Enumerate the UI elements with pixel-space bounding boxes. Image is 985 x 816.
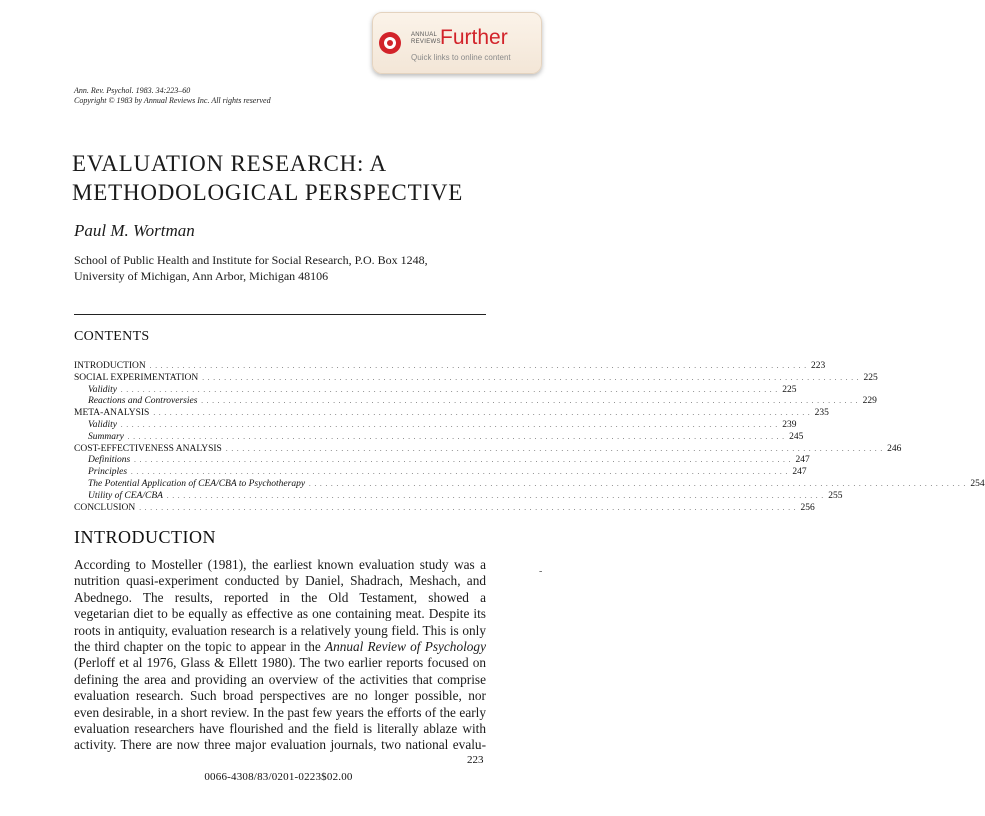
badge-annual-reviews-label: ANNUAL REVIEWS (411, 32, 441, 45)
author-affiliation (74, 252, 494, 284)
toc-entry[interactable] (74, 502, 815, 515)
badge-further-label: Further (440, 26, 508, 49)
citation-journal-line: Ann. Rev. Psychol. 1983. 34:223–60 (74, 86, 191, 95)
toc-entry[interactable] (74, 478, 985, 491)
toc-entry-page: 225 (863, 372, 878, 383)
toc-entry[interactable] (74, 396, 877, 408)
toc-leader-dots: . . . . . . . . . . . . . . . . . . . . . . . . . . . . . . . . . . . . . . . . . . . . . . . . . . . . . . . . . . . . . . . . . . . . . . . . . . . . . . . . . . . . . . . . . . . . . . . . . . . . . . . . . . . . . . . . . . . . . . . . (166, 491, 825, 500)
toc-leader-dots: . . . . . . . . . . . . . . . . . . . . . . . . . . . . . . . . . . . . . . . . . . . . . . . . . . . . . . . . . . . . . . . . . . . . . . . . . . . . . . . . . . . . . . . . . . . . . . . . . . . . . . . . . . . . . . . . . . . . . . . . (201, 397, 859, 406)
citation (74, 86, 271, 106)
toc-entry-label: Summary (88, 431, 124, 442)
journal-name: Annual Review of Psychology (324, 638, 486, 654)
margin-mark: - (539, 566, 543, 577)
paragraph-line: defining the area and providing an overview of the activities that comprise (74, 671, 486, 687)
paragraph-line: roots in antiquity, evaluation research is a relatively young field. This is only (74, 622, 486, 638)
toc-entry-label: Principles (88, 467, 128, 478)
toc-leader-dots: . . . . . . . . . . . . . . . . . . . . . . . . . . . . . . . . . . . . . . . . . . . . . . . . . . . . . . . . . . . . . . . . . . . . . . . . . . . . . . . . . . . . . . . . . . . . . . . . . . . . . . . . . . . . . . . . . . . . . . . . (127, 432, 786, 441)
toc-entry-page: 223 (811, 361, 826, 371)
toc-entry-label: The Potential Application of CEA/CBA to Psychotherapy (88, 478, 306, 489)
toc-leader-dots: . . . . . . . . . . . . . . . . . . . . . . . . . . . . . . . . . . . . . . . . . . . . . . . . . . . . . . . . . . . . . . . . . . . . . . . . . . . . . . . . . . . . . . . . . . . . . . . . . . . . . . . . . . . . . . . . . . . . . . . . (149, 362, 808, 370)
toc-entry-page: 256 (800, 502, 815, 513)
toc-entry-label: CONCLUSION (74, 502, 136, 513)
table-of-contents (74, 361, 985, 514)
citation-copyright-line: Copyright © 1983 by Annual Reviews Inc. All rights reserved (74, 96, 271, 105)
toc-entry-label: INTRODUCTION (74, 361, 146, 371)
toc-entry[interactable] (74, 431, 804, 444)
affiliation-line2: University of Michigan, Ann Arbor, Michigan 48106 (74, 269, 329, 283)
toc-leader-dots: . . . . . . . . . . . . . . . . . . . . . . . . . . . . . . . . . . . . . . . . . . . . . . . . . . . . . . . . . . . . . . . . . . . . . . . . . . . . . . . . . . . . . . . . . . . . . . . . . . . . . . . . . . . . . . . . . . . . . . . . (121, 385, 779, 394)
toc-entry-page: 235 (814, 408, 829, 419)
toc-entry[interactable] (74, 384, 797, 397)
contents-heading: CONTENTS (74, 329, 150, 344)
toc-leader-dots: . . . . . . . . . . . . . . . . . . . . . . . . . . . . . . . . . . . . . . . . . . . . . . . . . . . . . . . . . . . . . . . . . . . . . . . . . . . . . . . . . . . . . . . . . . . . . . . . . . . . . . . . . . . . . . . . . . . . . . . . (309, 479, 967, 488)
toc-entry[interactable] (74, 490, 843, 503)
toc-entry[interactable] (74, 408, 829, 420)
toc-entry-page: 225 (782, 384, 797, 395)
author-name: Paul M. Wortman (74, 221, 195, 240)
toc-leader-dots: . . . . . . . . . . . . . . . . . . . . . . . . . . . . . . . . . . . . . . . . . . . . . . . . . . . . . . . . . . . . . . . . . . . . . . . . . . . . . . . . . . . . . . . . . . . . . . . . . . . . . . . . . . . . . . . . . . . . . . . . (134, 456, 792, 465)
toc-entry-page: 246 (887, 443, 902, 454)
issn-code: 0066-4308/83/0201-0223$02.00 (204, 771, 353, 783)
toc-entry[interactable] (74, 467, 807, 479)
paragraph-line: nutrition quasi-experiment conducted by Daniel, Shadrach, Meshach, and (74, 573, 486, 589)
paragraph-line: According to Mosteller (1981), the earliest known evaluation study was a (74, 557, 486, 572)
badge-quick-links-label: Quick links to online content (411, 53, 511, 62)
toc-entry[interactable] (74, 455, 810, 467)
toc-entry-label: COST-EFFECTIVENESS ANALYSIS (74, 443, 222, 454)
section-divider (74, 314, 486, 315)
toc-leader-dots: . . . . . . . . . . . . . . . . . . . . . . . . . . . . . . . . . . . . . . . . . . . . . . . . . . . . . . . . . . . . . . . . . . . . . . . . . . . . . . . . . . . . . . . . . . . . . . . . . . . . . . . . . . . . . . . . . . . . . . . . (225, 444, 884, 453)
introduction-body (74, 557, 486, 754)
article-title-line1: EVALUATION RESEARCH: A (72, 151, 387, 176)
toc-leader-dots: . . . . . . . . . . . . . . . . . . . . . . . . . . . . . . . . . . . . . . . . . . . . . . . . . . . . . . . . . . . . . . . . . . . . . . . . . . . . . . . . . . . . . . . . . . . . . . . . . . . . . . . . . . . . . . . . . . . . . . . . (139, 503, 797, 512)
toc-entry-label: Validity (88, 419, 118, 430)
introduction-heading: INTRODUCTION (74, 527, 216, 547)
toc-entry-page: 247 (792, 467, 807, 478)
toc-entry-page: 229 (862, 396, 877, 407)
annual-reviews-logo-icon (379, 32, 401, 54)
affiliation-line1: School of Public Health and Institute for Social Research, P.O. Box 1248, (74, 253, 428, 267)
paragraph-line: (Perloff et al 1976, Glass & Ellett 1980). The two earlier reports focused on (74, 655, 486, 671)
toc-entry-page: 255 (828, 490, 843, 501)
article-title (72, 149, 463, 207)
toc-entry-page: 247 (795, 455, 810, 466)
toc-leader-dots: . . . . . . . . . . . . . . . . . . . . . . . . . . . . . . . . . . . . . . . . . . . . . . . . . . . . . . . . . . . . . . . . . . . . . . . . . . . . . . . . . . . . . . . . . . . . . . . . . . . . . . . . . . . . . . . . . . . . . . . . (121, 420, 779, 429)
toc-entry-page: 245 (789, 431, 804, 442)
page-number: 223 (467, 754, 484, 766)
toc-entry[interactable] (74, 372, 878, 385)
toc-entry-label: Validity (88, 384, 118, 395)
toc-entry-label: Utility of CEA/CBA (88, 490, 163, 501)
toc-entry-label: SOCIAL EXPERIMENTATION (74, 372, 199, 383)
paragraph-line: even desirable, in a short review. In the past few years the efforts of the early (74, 704, 486, 720)
toc-entry[interactable] (74, 443, 902, 456)
toc-entry-label: META-ANALYSIS (74, 408, 150, 419)
paragraph-line: the third chapter on the topic to appear in the Annual Review of Psychology (74, 638, 486, 654)
toc-leader-dots: . . . . . . . . . . . . . . . . . . . . . . . . . . . . . . . . . . . . . . . . . . . . . . . . . . . . . . . . . . . . . . . . . . . . . . . . . . . . . . . . . . . . . . . . . . . . . . . . . . . . . . . . . . . . . . . . . . . . . . . . (153, 409, 811, 418)
toc-entry-label: Definitions (88, 455, 131, 466)
toc-entry-label: Reactions and Controversies (88, 396, 198, 407)
toc-leader-dots: . . . . . . . . . . . . . . . . . . . . . . . . . . . . . . . . . . . . . . . . . . . . . . . . . . . . . . . . . . . . . . . . . . . . . . . . . . . . . . . . . . . . . . . . . . . . . . . . . . . . . . . . . . . . . . . . . . . . . . . . (202, 373, 860, 382)
paragraph-line: activity. There are now three major evaluation journals, two national evalu- (74, 737, 486, 753)
article-title-line2: METHODOLOGICAL PERSPECTIVE (72, 180, 464, 205)
further-badge[interactable] (372, 12, 542, 74)
toc-leader-dots: . . . . . . . . . . . . . . . . . . . . . . . . . . . . . . . . . . . . . . . . . . . . . . . . . . . . . . . . . . . . . . . . . . . . . . . . . . . . . . . . . . . . . . . . . . . . . . . . . . . . . . . . . . . . . . . . . . . . . . . . (131, 468, 789, 477)
paragraph-line: Abednego. The results, reported in the Old Testament, showed a (74, 589, 486, 605)
toc-entry-page: 239 (782, 419, 797, 430)
paragraph-line: evaluation researchers have flourished and the field is literally ablaze with (74, 720, 486, 736)
paragraph-line: vegetarian diet to be equally as effective as one containing meat. Despite its (74, 606, 486, 622)
toc-entry-page: 254 (970, 478, 985, 489)
toc-entry[interactable] (74, 361, 826, 373)
paragraph-line: evaluation research. Such broad perspectives are no longer possible, nor (74, 688, 486, 704)
toc-entry[interactable] (74, 419, 797, 432)
